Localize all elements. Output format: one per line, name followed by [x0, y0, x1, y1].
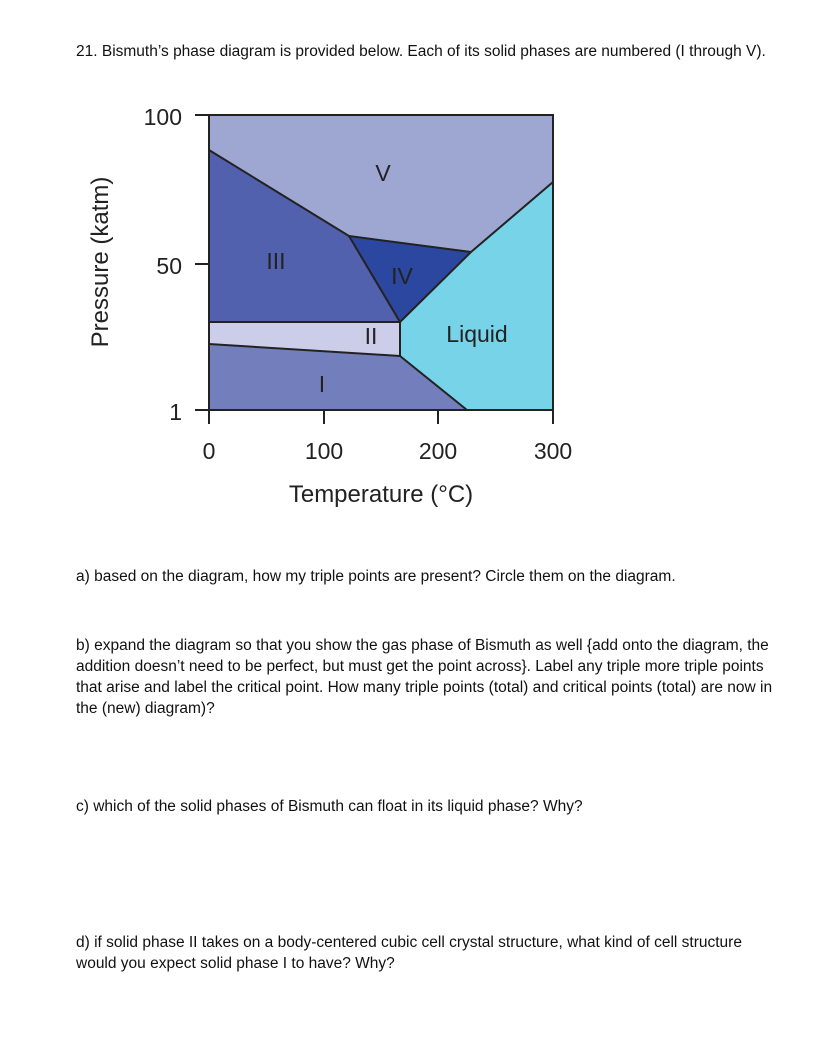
label-liquid: Liquid: [446, 321, 508, 347]
x-tick-label-300: 300: [533, 438, 573, 464]
y-tick-marks: [195, 115, 209, 410]
x-tick-label-100: 100: [304, 438, 344, 464]
y-axis-label: Pressure (katm): [87, 176, 114, 348]
y-tick-label-1: 1: [169, 399, 182, 425]
question-b: b) expand the diagram so that you show the gas phase of Bismuth as well {add onto the diagram, the addition doesn’t need to be perfect, but must get the point across}. Label any triple more triple points that arise and label the critical point. How many triple points (total) and critical points (total) are now in the (new) diagram)?: [76, 637, 773, 717]
label-phase-IV: IV: [391, 263, 413, 289]
y-tick-label-50: 50: [156, 253, 182, 279]
label-phase-II: II: [364, 323, 378, 349]
question-21-intro: 21. Bismuth’s phase diagram is provided below. Each of its solid phases are numbered (I through V).: [76, 43, 766, 60]
question-d: d) if solid phase II takes on a body-centered cubic cell crystal structure, what kind of cell structure would you expect solid phase I to have? Why?: [76, 934, 742, 972]
label-phase-III: III: [266, 248, 286, 274]
question-a: a) based on the diagram, how my triple points are present? Circle them on the diagram.: [76, 568, 676, 585]
y-tick-label-100: 100: [143, 104, 182, 130]
x-tick-marks: [209, 410, 553, 424]
x-axis-label: Temperature (°C): [288, 481, 474, 508]
x-tick-label-0: 0: [202, 438, 216, 464]
label-phase-I: I: [318, 371, 326, 397]
x-tick-label-200: 200: [418, 438, 458, 464]
question-c: c) which of the solid phases of Bismuth can float in its liquid phase? Why?: [76, 798, 583, 815]
label-phase-V: V: [375, 160, 391, 186]
